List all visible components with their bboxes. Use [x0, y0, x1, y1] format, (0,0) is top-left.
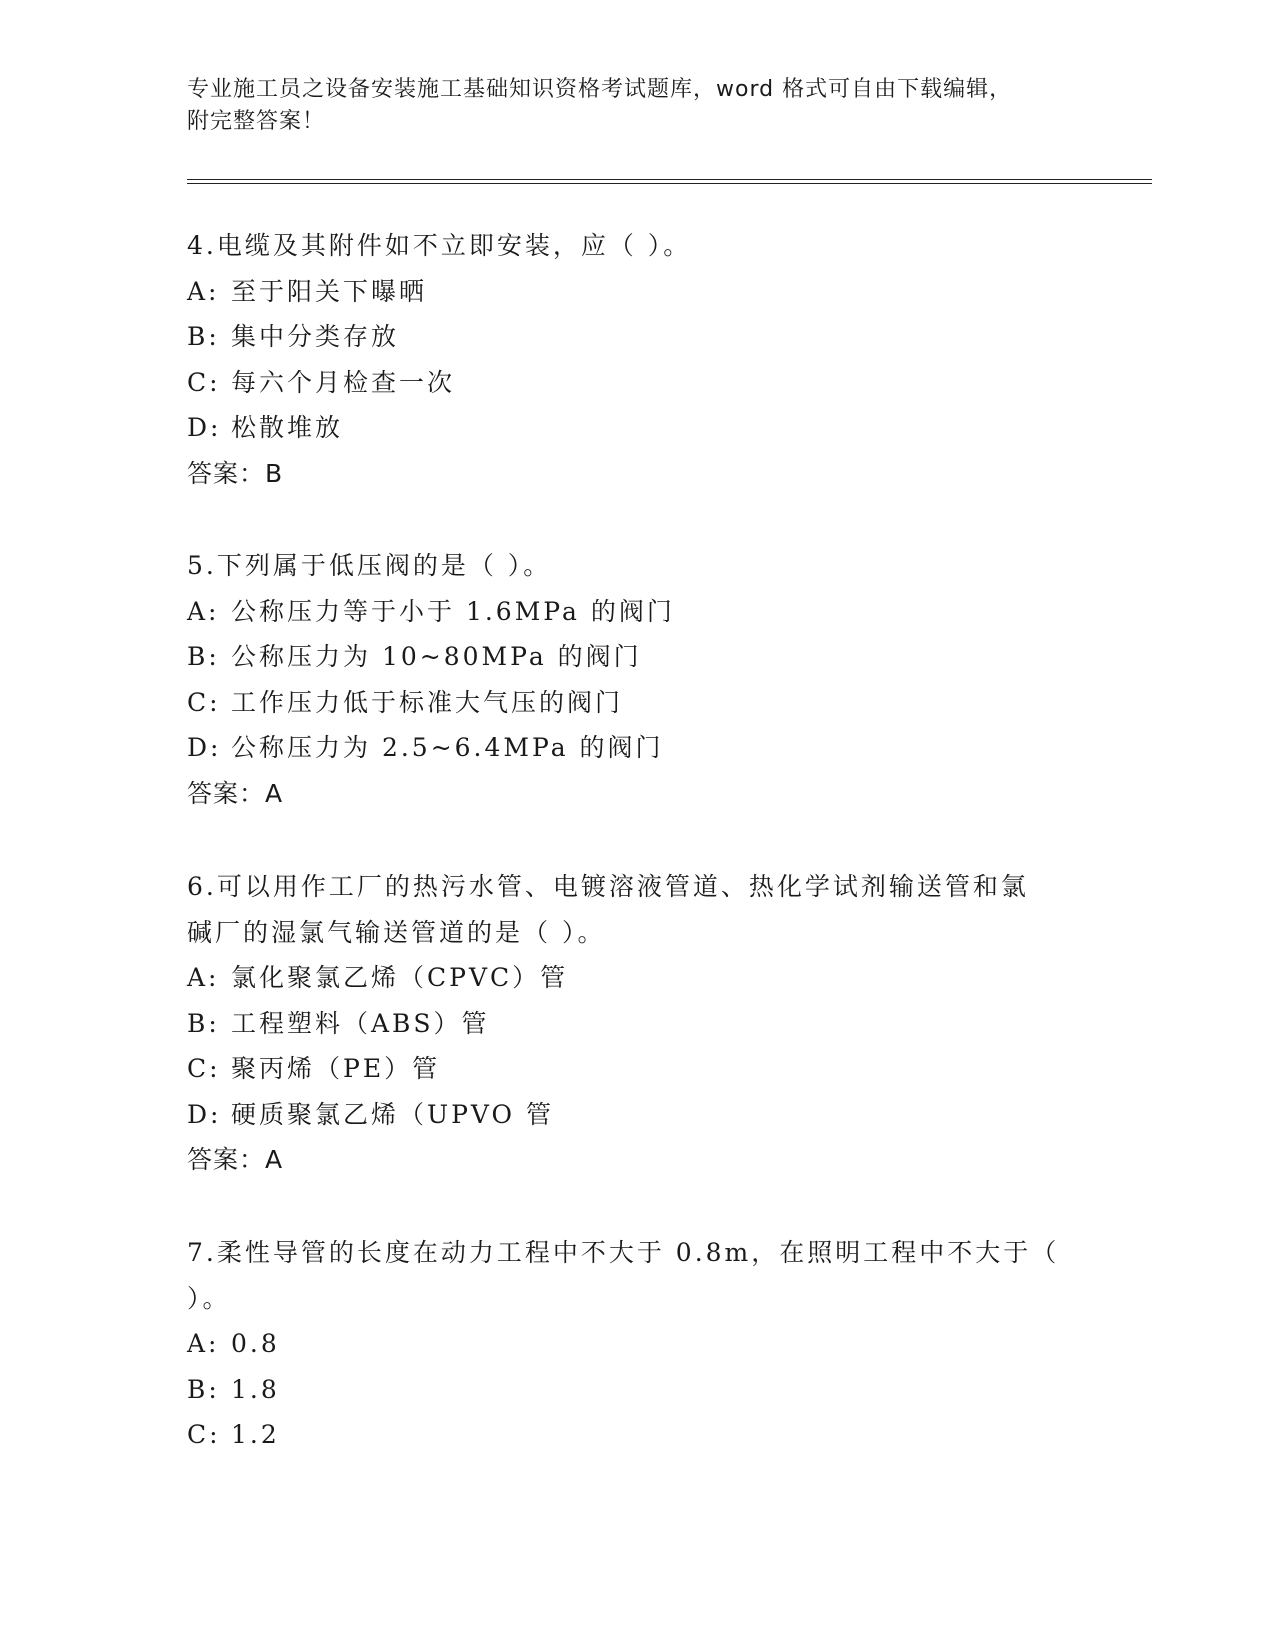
option-letter: D: — [187, 413, 222, 442]
option-letter: C: — [187, 687, 221, 717]
option-a — [187, 1321, 1087, 1367]
option-text: 至于阳关下曝晒 — [231, 276, 428, 306]
option-letter: B: — [187, 322, 220, 351]
option-text: 公称压力为 2.5~6.4MPa 的阀门 — [231, 733, 664, 762]
option-letter: A: — [187, 1329, 220, 1358]
header-divider-bottom — [187, 183, 1152, 184]
answer: 答案：A — [187, 778, 284, 808]
option-b — [187, 314, 1087, 360]
question-5 — [187, 543, 1087, 816]
option-letter: B: — [187, 1008, 220, 1038]
option-a — [187, 589, 1087, 635]
answer: 答案：B — [187, 458, 284, 488]
stem-line: 4.电缆及其附件如不立即安装，应（ ）。 — [187, 231, 692, 260]
option-letter: D: — [187, 1099, 222, 1129]
question-7 — [187, 1230, 1087, 1458]
option-text: 聚丙烯（PE）管 — [231, 1054, 441, 1083]
answer: 答案：A — [187, 1145, 284, 1174]
option-b — [187, 634, 1087, 680]
option-letter: A: — [187, 963, 220, 992]
option-letter: B: — [187, 1374, 220, 1404]
stem-line: 5.下列属于低压阀的是（ ）。 — [187, 551, 552, 580]
option-a — [187, 269, 1087, 315]
option-text: 工作压力低于标准大气压的阀门 — [231, 687, 624, 717]
question-4 — [187, 223, 1087, 496]
option-text: 松散堆放 — [231, 413, 344, 442]
option-b — [187, 1367, 1087, 1413]
option-d — [187, 405, 1087, 451]
option-text: 集中分类存放 — [231, 322, 400, 351]
option-a — [187, 955, 1087, 1001]
document-header — [187, 74, 1067, 138]
question-stem — [187, 543, 1087, 589]
option-text: 工程塑料（ABS）管 — [231, 1008, 490, 1038]
option-text: 硬质聚氯乙烯（UPVO 管 — [231, 1099, 554, 1129]
option-c — [187, 360, 1087, 406]
option-c — [187, 1046, 1087, 1092]
option-text: 1.2 — [231, 1420, 280, 1449]
question-stem — [187, 1230, 1087, 1321]
header-divider-top — [187, 179, 1152, 180]
option-d — [187, 1092, 1087, 1138]
option-d — [187, 725, 1087, 771]
stem-line: 6.可以用作工厂的热污水管、电镀溶液管道、热化学试剂输送管和氯 — [187, 872, 1029, 901]
option-letter: B: — [187, 642, 220, 671]
option-letter: C: — [187, 1420, 221, 1449]
stem-line: 碱厂的湿氯气输送管道的是（ ）。 — [187, 917, 606, 947]
question-stem — [187, 223, 1087, 269]
option-c — [187, 1412, 1087, 1458]
option-text: 氯化聚氯乙烯（CPVC）管 — [231, 963, 569, 992]
option-letter: A: — [187, 276, 220, 306]
stem-line: ）。 — [187, 1283, 231, 1313]
question-6 — [187, 864, 1087, 1183]
option-text: 公称压力等于小于 1.6MPa 的阀门 — [231, 596, 675, 626]
option-text: 1.8 — [231, 1374, 280, 1404]
option-text: 公称压力为 10~80MPa 的阀门 — [231, 642, 642, 671]
header-line-2: 附完整答案！ — [187, 109, 326, 134]
option-b — [187, 1001, 1087, 1047]
question-stem — [187, 864, 1087, 955]
option-letter: D: — [187, 733, 222, 762]
option-text: 每六个月检查一次 — [231, 367, 456, 397]
option-c — [187, 680, 1087, 726]
option-letter: C: — [187, 1054, 221, 1083]
option-letter: C: — [187, 367, 221, 397]
header-line-1: 专业施工员之设备安装施工基础知识资格考试题库，word 格式可自由下载编辑， — [187, 77, 1013, 102]
stem-line: 7.柔性导管的长度在动力工程中不大于 0.8m，在照明工程中不大于（ — [187, 1238, 1060, 1267]
option-letter: A: — [187, 596, 220, 626]
option-text: 0.8 — [231, 1329, 280, 1358]
